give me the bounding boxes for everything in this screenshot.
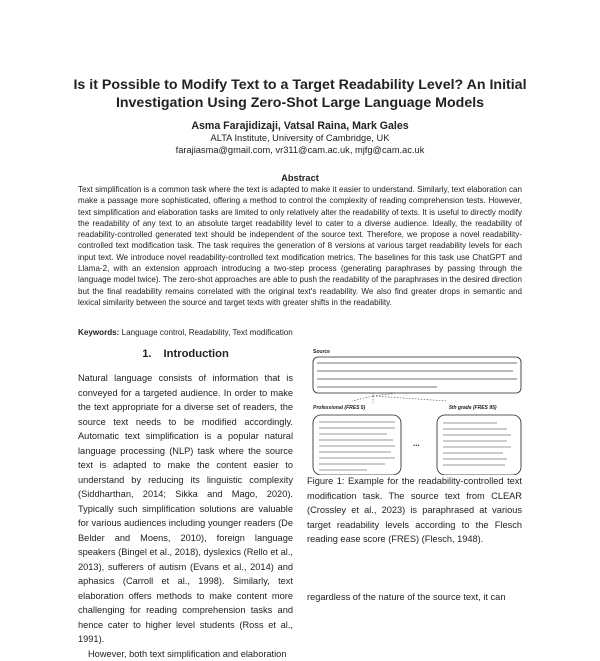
figure-left-label: Professional (FRES 5): [313, 405, 365, 411]
intro-paragraph-2: However, both text simplification and elaboration: [78, 647, 293, 661]
keywords: [78, 328, 293, 337]
professional-box: [313, 415, 401, 475]
figure-diagram: [307, 347, 525, 475]
figure-1: [307, 347, 525, 475]
connector-lines: [352, 393, 447, 403]
grade-box: [437, 415, 521, 475]
abstract-heading: Abstract: [60, 173, 540, 183]
source-text-lines: [317, 363, 517, 387]
emails: farajiasma@gmail.com, vr311@cam.ac.uk, mjfg@cam.ac.uk: [60, 145, 540, 155]
section-number: 1.: [142, 348, 151, 360]
professional-text-lines: [319, 422, 395, 470]
grade-text-lines: [443, 423, 511, 465]
affiliation: ALTA Institute, University of Cambridge, UK: [60, 133, 540, 143]
section-heading: [78, 348, 293, 360]
paper-title: Is it Possible to Modify Text to a Target Readability Level? An Initial Investigation Using Zero-Shot Large Language Models: [60, 76, 540, 112]
intro-column: [78, 371, 293, 661]
abstract-text: Text simplification is a common task where the text is adapted to make it easier to understand. Similarly, text elaboration can make a passage more sophisticated, offering a method to control the complexity of reading comprehension tests. However, text simplification and elaboration tasks are limited to only relatively alter the readability of texts. It is useful to directly modify the readability of any text to an absolute target readability level to cater to a diverse audience. Ideally, the readability of readability-controlled generated text should be independent of the source text. Therefore, we propose a novel readability-controlled text modification task. The task requires the generation of 8 versions at various target readability levels for each input text. We introduce novel readability-controlled text modification metrics. The baselines for this task use ChatGPT and Llama-2, with an extension approach introducing a two-step process (generating paraphrases by passing through the language model twice). The zero-shot approaches are able to push the readability of the paraphrases in the desired direction but the final readability remains correlated with the original text's readability. We also find greater drops in semantic and lexical similarity between the source and target texts with greater shifts in the readability.: [78, 184, 522, 308]
section-title: Introduction: [164, 348, 229, 360]
right-column-text: regardless of the nature of the source text, it can: [307, 590, 522, 605]
authors: Asma Farajidizaji, Vatsal Raina, Mark Gales: [60, 120, 540, 132]
figure-caption: Figure 1: Example for the readability-controlled text modification task. The source text from CLEAR (Crossley et al., 2023) is paraphrased at various target readability levels according to the Flesch reading ease score (FRES) (Flesch, 1948).: [307, 474, 522, 547]
figure-source-label: Source: [313, 349, 330, 355]
keywords-label: Keywords:: [78, 328, 119, 337]
keywords-list: Language control, Readability, Text modification: [122, 328, 293, 337]
intro-paragraph-1: Natural language consists of information that is conveyed for a targeted audience. In order to make the text appropriate for a diverse set of readers, the source text needs to be modified accordingly. Automatic text simplification is a popular natural language processing (NLP) task where the source text is adapted to make the content easier to understand by reducing its linguistic complexity (Siddharthan, 2014; Sikka and Mago, 2020). Typically such simplification solutions are valuable for various audiences including younger readers (De Belder and Moens, 2010), foreign language speakers (Bingel et al., 2018), dyslexics (Rello et al., 2013), sufferers of autism (Evans et al., 2014) and aphasics (Carroll et al., 1998). Similarly, text elaboration offers methods to make content more challenging for reading comprehension tasks and hence cater to higher level students (Ross et al., 1991).: [78, 371, 293, 647]
figure-ellipsis: ...: [413, 439, 420, 448]
figure-right-label: 5th grade (FRES 95): [449, 405, 497, 411]
